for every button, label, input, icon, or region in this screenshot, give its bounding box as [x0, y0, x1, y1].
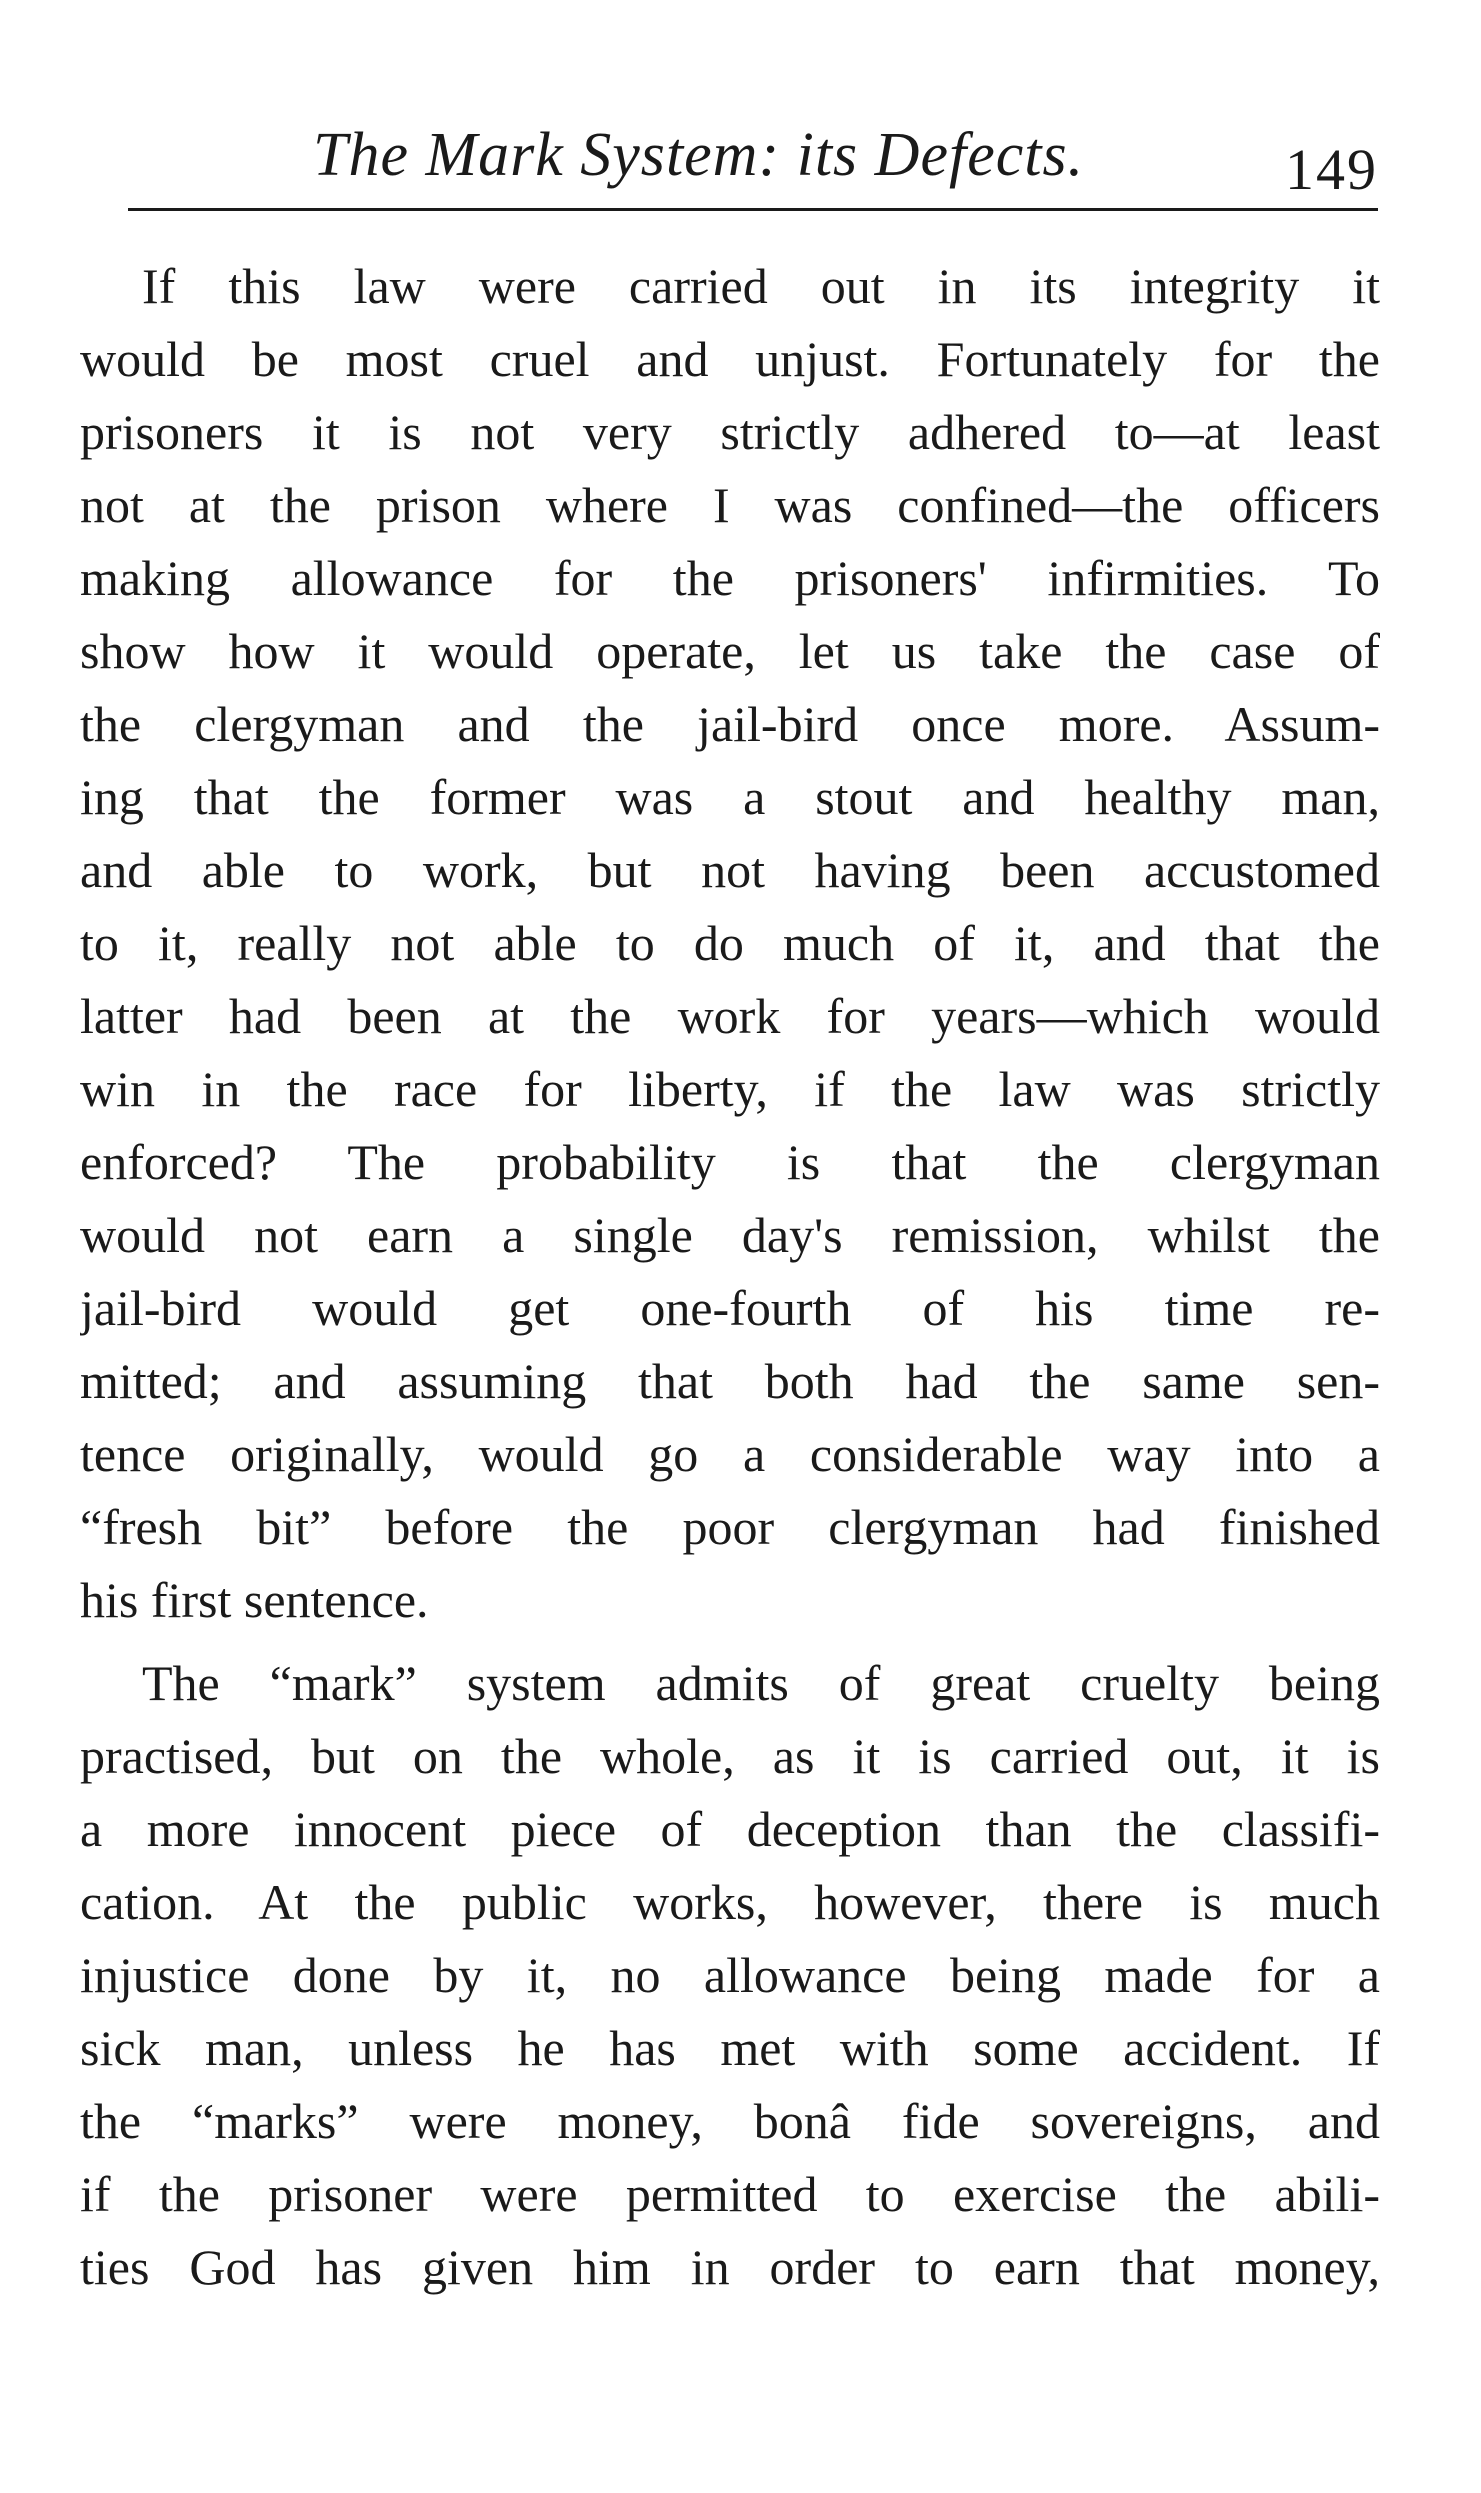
- paragraph-2: [80, 1647, 1380, 2304]
- text-line: win in the race for liberty, if the law was strictly: [80, 1061, 1380, 1117]
- text-line: would not earn a single day's remission, whilst the: [80, 1207, 1380, 1263]
- running-title: The Mark System: its Defects.: [313, 121, 1085, 189]
- text-line: not at the prison where I was confined—the officers: [80, 477, 1380, 533]
- text-line: a more innocent piece of deception than the classifi-: [80, 1801, 1380, 1857]
- text-line: tence originally, would go a considerable way into a: [80, 1426, 1380, 1482]
- text-line: injustice done by it, no allowance being made for a: [80, 1947, 1380, 2003]
- running-head: [128, 110, 1378, 200]
- text-line: The “mark” system admits of great cruelty being: [142, 1655, 1380, 1711]
- text-line: ties God has given him in order to earn that money,: [80, 2239, 1380, 2295]
- text-line: sick man, unless he has met with some accident. If: [80, 2020, 1380, 2076]
- text-line: ing that the former was a stout and healthy man,: [80, 769, 1380, 825]
- body-text: [80, 250, 1380, 2304]
- header-rule: [128, 208, 1378, 211]
- text-line: and able to work, but not having been accustomed: [80, 842, 1380, 898]
- text-line: “fresh bit” before the poor clergyman had finished: [80, 1499, 1380, 1555]
- text-line: enforced? The probability is that the clergyman: [80, 1134, 1380, 1190]
- text-line: would be most cruel and unjust. Fortunately for the: [80, 331, 1380, 387]
- text-line: his first sentence.: [80, 1572, 429, 1628]
- text-line: prisoners it is not very strictly adhered to—at least: [80, 404, 1380, 460]
- text-line: mitted; and assuming that both had the same sen-: [80, 1353, 1380, 1409]
- text-line: making allowance for the prisoners' infirmities. To: [80, 550, 1380, 606]
- text-line: to it, really not able to do much of it, and that the: [80, 915, 1380, 971]
- paragraph-1: [80, 250, 1380, 1637]
- text-line: the clergyman and the jail-bird once more. Assum-: [80, 696, 1380, 752]
- text-line: cation. At the public works, however, there is much: [80, 1874, 1380, 1930]
- text-line: practised, but on the whole, as it is carried out, it is: [80, 1728, 1380, 1784]
- text-line: if the prisoner were permitted to exercise the abili-: [80, 2166, 1380, 2222]
- page-number: 149: [1285, 137, 1378, 202]
- text-line: show how it would operate, let us take the case of: [80, 623, 1380, 679]
- text-line: the “marks” were money, bonâ fide sovereigns, and: [80, 2093, 1380, 2149]
- text-line: jail-bird would get one-fourth of his time re-: [80, 1280, 1380, 1336]
- text-line: latter had been at the work for years—which would: [80, 988, 1380, 1044]
- text-line: If this law were carried out in its integrity it: [142, 258, 1380, 314]
- paragraph-gap: [80, 1637, 1380, 1647]
